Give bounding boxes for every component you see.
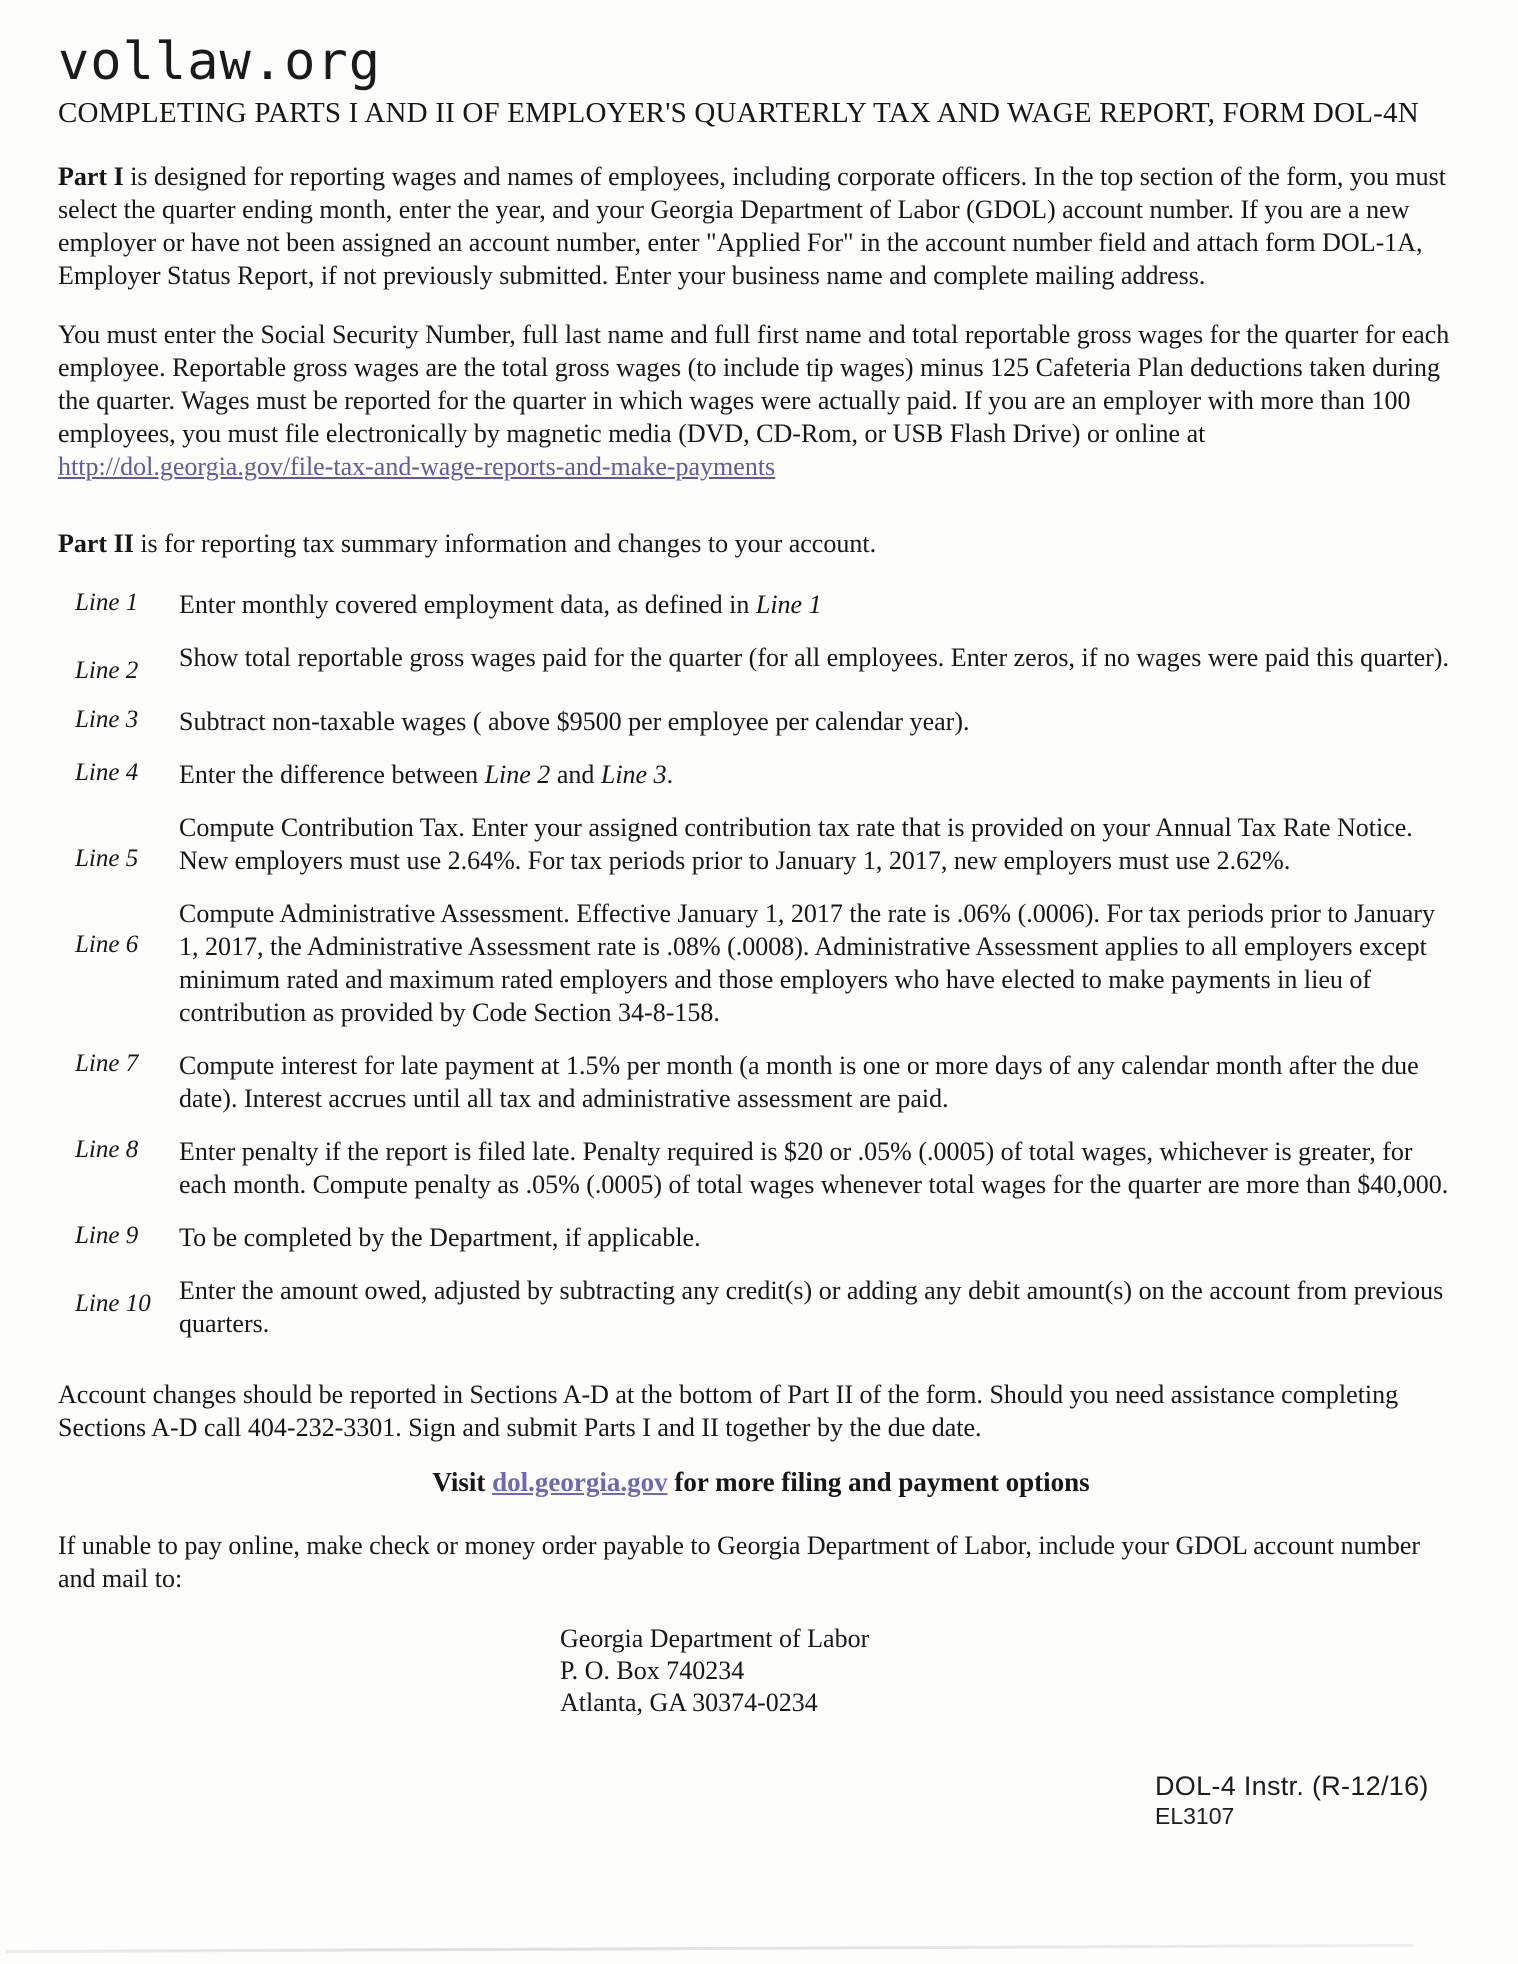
line-3-label: Line 3 xyxy=(75,706,139,734)
visit-prefix: Visit xyxy=(432,1467,493,1498)
line-row-3 xyxy=(75,705,1464,738)
line-4-ref1: Line 2 xyxy=(484,760,551,790)
line-row-10 xyxy=(75,1274,1464,1340)
line-3-text: Subtract non-taxable wages ( above $9500 per employee per calendar year). xyxy=(179,707,970,737)
line-1-text-pre: Enter monthly covered employment data, as defined in xyxy=(179,590,756,620)
address-line-3: Atlanta, GA 30374-0234 xyxy=(560,1688,818,1718)
line-1-text xyxy=(179,588,822,621)
line-7-label: Line 7 xyxy=(75,1050,139,1078)
line-4-label: Line 4 xyxy=(75,759,139,787)
line-8-label: Line 8 xyxy=(75,1136,139,1164)
line-1-ref: Line 1 xyxy=(755,590,822,620)
line-row-9 xyxy=(75,1221,1464,1254)
line-1-label: Line 1 xyxy=(75,589,139,617)
line-row-6 xyxy=(75,897,1464,1029)
line-2-text: Show total reportable gross wages paid for the quarter (for all employees. Enter zeros, if no wages were paid this quarter). xyxy=(179,643,1449,673)
scan-artifact-line xyxy=(6,1944,1414,1953)
form-footer xyxy=(1155,1771,1464,1830)
line-row-8 xyxy=(75,1135,1464,1201)
page-title: COMPLETING PARTS I AND II OF EMPLOYER'S QUARTERLY TAX AND WAGE REPORT, FORM DOL-4N xyxy=(58,97,1419,130)
line-row-2 xyxy=(75,641,1464,685)
line-row-1 xyxy=(75,588,1464,621)
form-revision-label: DOL-4 Instr. (R-12/16) xyxy=(1155,1771,1429,1802)
part2-text: is for reporting tax summary information and changes to your account. xyxy=(133,529,877,559)
line-4-text xyxy=(179,758,673,791)
line-4-text-pre: Enter the difference between xyxy=(179,760,485,790)
site-watermark: vollaw.org xyxy=(58,32,382,92)
line-6-label: Line 6 xyxy=(75,931,139,959)
address-line-2: P. O. Box 740234 xyxy=(560,1656,745,1686)
part1-paragraph xyxy=(58,160,1464,292)
part1-text: is designed for reporting wages and names of employees, including corporate officers. In the top section of the form, you must select the quarter ending month, enter the year, and your Georgia Department of Labor (GDOL) account number. If you are a new employer or have not been assigned an account number, enter "Applied For" in the account number field and attach form DOL-1A, Employer Status Report, if not previously submitted. Enter your business name and complete mailing address. xyxy=(58,162,1446,291)
part2-paragraph xyxy=(58,527,1464,560)
line-9-label: Line 9 xyxy=(75,1222,139,1250)
part2-label: Part II xyxy=(58,529,134,559)
line-row-5 xyxy=(75,811,1464,877)
line-7-text: Compute interest for late payment at 1.5% per month (a month is one or more days of any calendar month after the due date). Interest accrues until all tax and administrative assessment are paid. xyxy=(179,1051,1419,1114)
payment-instructions-paragraph: If unable to pay online, make check or money order payable to Georgia Department of Labor, include your GDOL account number and mail to: xyxy=(58,1531,1421,1594)
visit-line xyxy=(58,1466,1464,1499)
line-10-label: Line 10 xyxy=(75,1290,151,1318)
part1-label: Part I xyxy=(58,162,124,192)
line-4-text-mid: and xyxy=(550,760,601,790)
line-8-text: Enter penalty if the report is filed late. Penalty required is $20 or .05% (.0005) of total wages, whichever is greater, for each month. Compute penalty as .05% (.0005) of total wages whenever total wages for the quarter are more than $40,000. xyxy=(179,1137,1449,1200)
address-line-1: Georgia Department of Labor xyxy=(560,1624,870,1654)
form-code-label: EL3107 xyxy=(1155,1803,1235,1830)
visit-suffix: for more filing and payment options xyxy=(667,1467,1090,1498)
line-10-text: Enter the amount owed, adjusted by subtracting any credit(s) or adding any debit amount(s) on the account from previous quarters. xyxy=(179,1276,1444,1339)
line-row-7 xyxy=(75,1049,1464,1115)
line-2-label: Line 2 xyxy=(75,657,139,685)
line-row-4 xyxy=(75,758,1464,791)
wage-reporting-text: You must enter the Social Security Number, full last name and full first name and total reportable gross wages for the quarter for each employee. Reportable gross wages are the total gross wages (to include tip wages) minus 125 Cafeteria Plan deductions taken during the quarter. Wages must be reported for the quarter in which wages were actually paid. If you are an employer with more than 100 employees, you must file electronically by magnetic media (DVD, CD-Rom, or USB Flash Drive) or online at xyxy=(58,320,1450,449)
line-instruction-list xyxy=(58,588,1464,1340)
wage-reporting-paragraph xyxy=(58,318,1464,483)
line-4-text-end: . xyxy=(666,760,674,790)
line-5-label: Line 5 xyxy=(75,845,139,873)
line-4-ref2: Line 3 xyxy=(600,760,667,790)
line-6-text: Compute Administrative Assessment. Effective January 1, 2017 the rate is .06% (.0006). For tax periods prior to January 1, 2017, the Administrative Assessment rate is .08% (.0008). Administrative Assessment applies to all employers except minimum rated and maximum rated employers and those employers who have elected to make payments in lieu of contribution as provided by Code Section 34-8-158. xyxy=(179,899,1435,1028)
account-changes-paragraph: Account changes should be reported in Sections A-D at the bottom of Part II of the form. Should you need assistance completing Sections A-D call 404-232-3301. Sign and submit Parts I and II together by the due date. xyxy=(58,1380,1399,1443)
dol-georgia-gov-link[interactable]: dol.georgia.gov xyxy=(492,1467,668,1498)
mailing-address-block xyxy=(560,1623,1464,1719)
line-5-text: Compute Contribution Tax. Enter your assigned contribution tax rate that is provided on your Annual Tax Rate Notice. New employers must use 2.64%. For tax periods prior to January 1, 2017, new employers must use 2.62%. xyxy=(179,813,1413,876)
filing-url-link[interactable]: http://dol.georgia.gov/file-tax-and-wage-reports-and-make-payments xyxy=(58,452,776,482)
line-9-text: To be completed by the Department, if applicable. xyxy=(179,1223,701,1253)
